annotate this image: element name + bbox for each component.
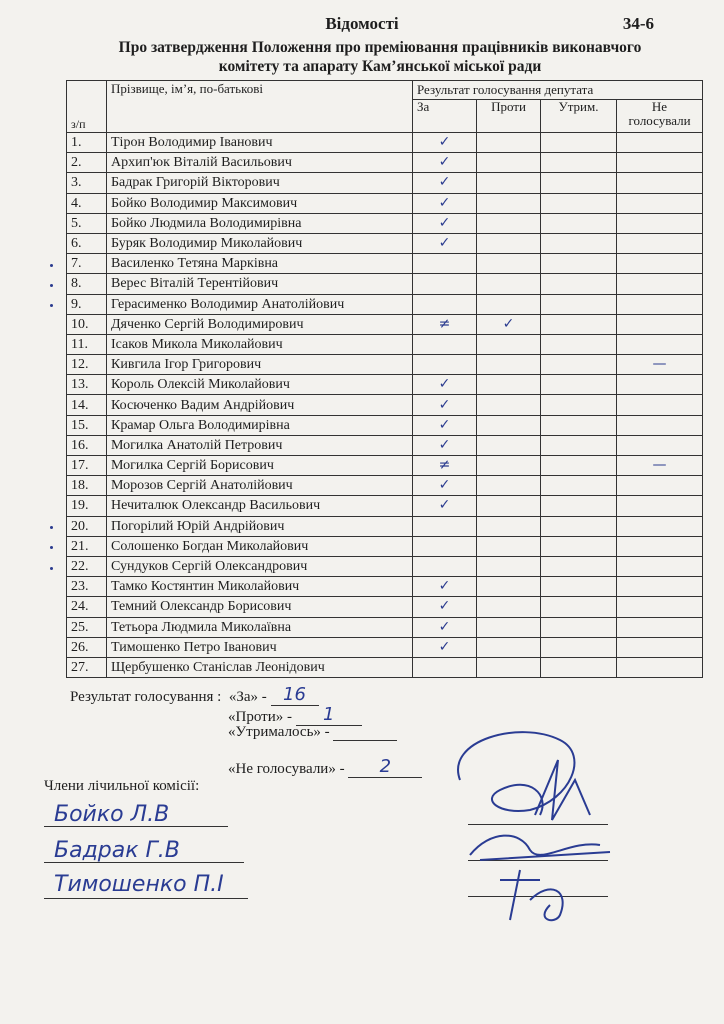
vote-for-cell: ✓ — [413, 395, 477, 415]
vote-notvoted-cell — [617, 193, 703, 213]
signature-line — [44, 898, 248, 899]
document-code: 34-6 — [622, 14, 654, 33]
vote-notvoted-cell — [617, 516, 703, 536]
vote-abstain-cell — [541, 173, 617, 193]
subtitle-line-1: Про затвердження Положення про преміювання працівників виконавчого — [118, 39, 642, 56]
vote-notvoted-cell — [617, 657, 703, 677]
vote-notvoted-cell — [617, 274, 703, 294]
vote-against-cell — [477, 556, 541, 576]
vote-notvoted-cell — [617, 133, 703, 153]
vote-abstain-cell — [541, 456, 617, 476]
deputy-name: Морозов Сергій Анатолійович — [107, 476, 413, 496]
row-number: 5. — [67, 213, 107, 233]
table-row — [67, 415, 703, 435]
vote-notvoted-cell — [617, 496, 703, 516]
vote-abstain-cell — [541, 254, 617, 274]
table-row — [67, 153, 703, 173]
vote-against-cell — [477, 395, 541, 415]
row-number: 25. — [67, 617, 107, 637]
vote-against-cell — [477, 476, 541, 496]
vote-abstain-cell — [541, 213, 617, 233]
vote-abstain-cell — [541, 294, 617, 314]
vote-for-cell — [413, 657, 477, 677]
row-number: 12. — [67, 355, 107, 375]
vote-notvoted-cell — [617, 213, 703, 233]
row-number: 9. — [67, 294, 107, 314]
margin-dot — [50, 526, 53, 529]
commission-label: Члени лічильної комісії: — [44, 778, 200, 794]
notvoted-label: «Не голосували» - — [228, 761, 345, 777]
vote-for-cell: ✓ — [413, 153, 477, 173]
vote-notvoted-cell — [617, 415, 703, 435]
vote-abstain-cell — [541, 274, 617, 294]
vote-against-cell — [477, 637, 541, 657]
vote-for-cell — [413, 516, 477, 536]
row-number: 7. — [67, 254, 107, 274]
deputy-name: Бойко Людмила Володимирівна — [107, 213, 413, 233]
against-label: «Проти» - — [228, 709, 292, 725]
deputy-name: Тимошенко Петро Іванович — [107, 637, 413, 657]
table-row — [67, 193, 703, 213]
vote-notvoted-cell — [617, 334, 703, 354]
vote-notvoted-cell — [617, 556, 703, 576]
table-row — [67, 536, 703, 556]
vote-against-cell — [477, 334, 541, 354]
vote-for-cell — [413, 536, 477, 556]
vote-against-cell — [477, 355, 541, 375]
document-subtitle — [60, 38, 700, 76]
vote-against-cell — [477, 193, 541, 213]
vote-notvoted-cell — [617, 294, 703, 314]
vote-against-cell: ✓ — [477, 314, 541, 334]
vote-against-cell — [477, 254, 541, 274]
table-row — [67, 375, 703, 395]
vote-for-cell: ✓ — [413, 173, 477, 193]
results-label: Результат голосування : — [70, 689, 222, 705]
table-row — [67, 435, 703, 455]
row-number: 18. — [67, 476, 107, 496]
deputy-name: Могилка Сергій Борисович — [107, 456, 413, 476]
vote-for-cell: ✓ — [413, 476, 477, 496]
commission-member: Бадрак Г.В — [54, 838, 180, 863]
vote-against-cell — [477, 516, 541, 536]
table-row — [67, 577, 703, 597]
header-name: Прізвище, ім’я, по-батькові — [107, 81, 413, 133]
deputy-name: Тамко Костянтин Миколайович — [107, 577, 413, 597]
deputy-name: Буряк Володимир Миколайович — [107, 233, 413, 253]
vote-for-cell: ✓ — [413, 233, 477, 253]
vote-notvoted-cell — [617, 153, 703, 173]
vote-notvoted-cell — [617, 637, 703, 657]
deputy-name: Герасименко Володимир Анатолійович — [107, 294, 413, 314]
vote-for-cell: ✓ — [413, 496, 477, 516]
deputy-name: Василенко Тетяна Марківна — [107, 254, 413, 274]
header-abstain: Утрим. — [541, 100, 617, 133]
vote-notvoted-cell — [617, 314, 703, 334]
header-against: Проти — [477, 100, 541, 133]
row-number: 4. — [67, 193, 107, 213]
table-row — [67, 476, 703, 496]
vote-for-cell: ✓ — [413, 435, 477, 455]
vote-against-cell — [477, 274, 541, 294]
vote-against-cell — [477, 213, 541, 233]
deputy-name: Кивгила Ігор Григорович — [107, 355, 413, 375]
vote-against-cell — [477, 435, 541, 455]
vote-abstain-cell — [541, 556, 617, 576]
vote-abstain-cell — [541, 637, 617, 657]
row-number: 21. — [67, 536, 107, 556]
row-number: 15. — [67, 415, 107, 435]
row-number: 3. — [67, 173, 107, 193]
header-result: Результат голосування депутата — [413, 81, 703, 100]
row-number: 19. — [67, 496, 107, 516]
vote-abstain-cell — [541, 657, 617, 677]
deputy-name: Бойко Володимир Максимович — [107, 193, 413, 213]
vote-abstain-cell — [541, 375, 617, 395]
vote-abstain-cell — [541, 233, 617, 253]
vote-abstain-cell — [541, 577, 617, 597]
deputy-name: Тетьора Людмила Миколаївна — [107, 617, 413, 637]
vote-against-cell — [477, 153, 541, 173]
row-number: 8. — [67, 274, 107, 294]
vote-for-cell — [413, 355, 477, 375]
vote-for-cell — [413, 334, 477, 354]
vote-for-cell: ✓ — [413, 133, 477, 153]
vote-for-cell — [413, 254, 477, 274]
deputy-name: Бадрак Григорій Вікторович — [107, 173, 413, 193]
table-row — [67, 274, 703, 294]
table-row — [67, 314, 703, 334]
table-row — [67, 395, 703, 415]
vote-abstain-cell — [541, 395, 617, 415]
vote-abstain-cell — [541, 153, 617, 173]
subtitle-line-2: комітету та апарату Кам’янської міської ради — [218, 58, 542, 75]
header-for: За — [413, 100, 477, 133]
row-number: 22. — [67, 556, 107, 576]
vote-for-cell — [413, 274, 477, 294]
vote-abstain-cell — [541, 193, 617, 213]
vote-notvoted-cell — [617, 577, 703, 597]
vote-notvoted-cell — [617, 476, 703, 496]
table-row — [67, 456, 703, 476]
table-row — [67, 597, 703, 617]
vote-abstain-cell — [541, 355, 617, 375]
vote-against-cell — [477, 496, 541, 516]
vote-for-cell: ✓ — [413, 637, 477, 657]
vote-notvoted-cell — [617, 435, 703, 455]
vote-abstain-cell — [541, 435, 617, 455]
vote-notvoted-cell — [617, 395, 703, 415]
deputy-name: Сундуков Сергій Олександрович — [107, 556, 413, 576]
vote-against-cell — [477, 173, 541, 193]
vote-against-cell — [477, 577, 541, 597]
vote-for-cell: ✓ — [413, 193, 477, 213]
vote-abstain-cell — [541, 617, 617, 637]
vote-against-cell — [477, 657, 541, 677]
vote-abstain-cell — [541, 415, 617, 435]
vote-notvoted-cell — [617, 536, 703, 556]
vote-against-cell — [477, 456, 541, 476]
row-number: 1. — [67, 133, 107, 153]
for-label: «За» - — [228, 689, 267, 705]
vote-abstain-cell — [541, 496, 617, 516]
deputy-name: Верес Віталій Терентійович — [107, 274, 413, 294]
vote-notvoted-cell — [617, 233, 703, 253]
vote-notvoted-cell: — — [617, 355, 703, 375]
table-row — [67, 516, 703, 536]
vote-notvoted-cell — [617, 597, 703, 617]
vote-against-cell — [477, 617, 541, 637]
deputy-name: Король Олексій Миколайович — [107, 375, 413, 395]
row-number: 6. — [67, 233, 107, 253]
deputy-name: Солошенко Богдан Миколайович — [107, 536, 413, 556]
table-row — [67, 657, 703, 677]
row-number: 23. — [67, 577, 107, 597]
deputy-name: Косюченко Вадим Андрійович — [107, 395, 413, 415]
vote-for-cell — [413, 556, 477, 576]
row-number: 24. — [67, 597, 107, 617]
deputy-name: Щербушенко Станіслав Леонідович — [107, 657, 413, 677]
table-row — [67, 254, 703, 274]
row-number: 26. — [67, 637, 107, 657]
table-row — [67, 617, 703, 637]
header-notvoted: Не голосували — [617, 100, 703, 133]
vote-notvoted-cell: — — [617, 456, 703, 476]
vote-for-cell: ✓ — [413, 375, 477, 395]
row-number: 20. — [67, 516, 107, 536]
vote-notvoted-cell — [617, 173, 703, 193]
abstain-label: «Утрималось» - — [228, 724, 330, 740]
table-row — [67, 213, 703, 233]
margin-dot — [50, 546, 53, 549]
deputy-name: Темний Олександр Борисович — [107, 597, 413, 617]
vote-for-cell: ✓ — [413, 577, 477, 597]
table-row — [67, 556, 703, 576]
signature-1 — [440, 720, 640, 830]
vote-abstain-cell — [541, 334, 617, 354]
deputy-name: Ісаков Микола Миколайович — [107, 334, 413, 354]
vote-against-cell — [477, 415, 541, 435]
header-number: з/п — [67, 81, 107, 133]
vote-for-cell: ≠ — [413, 314, 477, 334]
row-number: 14. — [67, 395, 107, 415]
row-number: 16. — [67, 435, 107, 455]
vote-against-cell — [477, 133, 541, 153]
vote-against-cell — [477, 597, 541, 617]
row-number: 11. — [67, 334, 107, 354]
vote-abstain-cell — [541, 133, 617, 153]
vote-for-cell — [413, 294, 477, 314]
document-title: Відомості — [325, 14, 399, 33]
notvoted-value: 2 — [379, 756, 392, 777]
row-number: 13. — [67, 375, 107, 395]
commission-member: Тимошенко П.І — [54, 872, 224, 897]
row-number: 10. — [67, 314, 107, 334]
vote-for-cell: ✓ — [413, 213, 477, 233]
row-number: 2. — [67, 153, 107, 173]
table-row — [67, 637, 703, 657]
vote-abstain-cell — [541, 476, 617, 496]
table-row — [67, 133, 703, 153]
vote-notvoted-cell — [617, 617, 703, 637]
table-row — [67, 334, 703, 354]
row-number: 17. — [67, 456, 107, 476]
commission-member: Бойко Л.В — [54, 802, 170, 827]
for-value: 16 — [283, 684, 306, 705]
vote-abstain-cell — [541, 516, 617, 536]
deputy-name: Тірон Володимир Іванович — [107, 133, 413, 153]
table-row — [67, 233, 703, 253]
vote-abstain-cell — [541, 314, 617, 334]
vote-for-cell: ✓ — [413, 415, 477, 435]
vote-notvoted-cell — [617, 375, 703, 395]
table-row — [67, 173, 703, 193]
vote-for-cell: ✓ — [413, 597, 477, 617]
margin-dot — [50, 264, 53, 267]
voting-table — [66, 80, 703, 678]
table-row — [67, 294, 703, 314]
vote-against-cell — [477, 536, 541, 556]
vote-notvoted-cell — [617, 254, 703, 274]
vote-abstain-cell — [541, 536, 617, 556]
vote-against-cell — [477, 375, 541, 395]
signature-3 — [480, 860, 600, 930]
margin-dot — [50, 284, 53, 287]
vote-abstain-cell — [541, 597, 617, 617]
table-row — [67, 355, 703, 375]
vote-for-cell: ≠ — [413, 456, 477, 476]
deputy-name: Крамар Ольга Володимирівна — [107, 415, 413, 435]
deputy-name: Могилка Анатолій Петрович — [107, 435, 413, 455]
deputy-name: Архип'юк Віталій Васильович — [107, 153, 413, 173]
row-number: 27. — [67, 657, 107, 677]
table-row — [67, 496, 703, 516]
vote-against-cell — [477, 233, 541, 253]
against-value: 1 — [322, 704, 335, 725]
deputy-name: Дяченко Сергій Володимирович — [107, 314, 413, 334]
vote-against-cell — [477, 294, 541, 314]
deputy-name: Нечиталюк Олександр Васильович — [107, 496, 413, 516]
vote-for-cell: ✓ — [413, 617, 477, 637]
margin-dot — [50, 304, 53, 307]
margin-dot — [50, 567, 53, 570]
deputy-name: Погорілий Юрій Андрійович — [107, 516, 413, 536]
